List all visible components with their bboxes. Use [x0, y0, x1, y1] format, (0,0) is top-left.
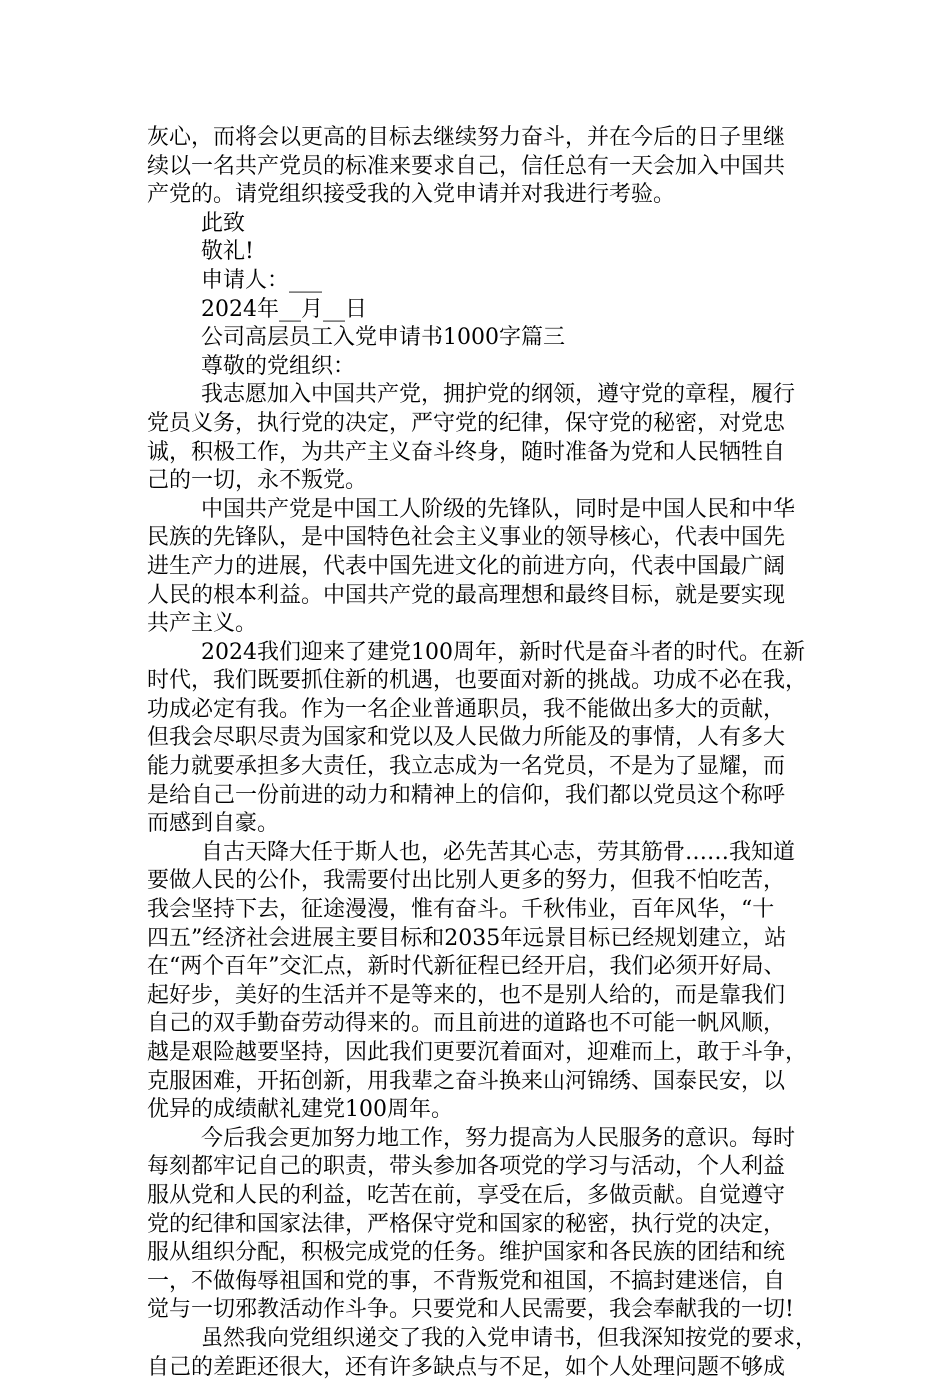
text-line: 四五”经济社会进展主要目标和2035年远景目标已经规划建立，站 [147, 925, 787, 951]
text-line: 进生产力的进展，代表中国先进文化的前进方向，代表中国最广阔 [147, 553, 786, 579]
text-line: 产党的。请党组织接受我的入党申请并对我进行考验。 [147, 182, 676, 208]
text-line: 觉与一切邪教活动作斗争。只要党和人民需要，我会奉献我的一切! [147, 1297, 794, 1323]
text-line: 今后我会更加努力地工作，努力提高为人民服务的意识。每时 [201, 1125, 796, 1151]
document-body [147, 124, 827, 1382]
text-line: 自己的差距还很大，还有许多缺点与不足，如个人处理问题不够成 [147, 1354, 786, 1380]
text-line: 民族的先锋队，是中国特色社会主义事业的领导核心，代表中国先 [147, 525, 786, 551]
text-line: 自己的双手勤奋劳动得来的。而且前进的道路也不可能一帆风顺， [147, 1011, 786, 1037]
text-line: 诚，积极工作，为共产主义奋斗终身，随时准备为党和人民牺牲自 [147, 439, 786, 465]
text-line: 己的一切，永不叛党。 [147, 468, 368, 494]
text-line: 而感到自豪。 [147, 811, 280, 837]
text-line: 一，不做侮辱祖国和党的事，不背叛党和祖国，不搞封建迷信，自 [147, 1268, 786, 1294]
text-line: 功成必定有我。作为一名企业普通职员，我不能做出多大的贡献， [147, 696, 786, 722]
text-line: 我志愿加入中国共产党，拥护党的纲领，遵守党的章程，履行 [201, 382, 796, 408]
text-line: 服从党和人民的利益，吃苦在前，享受在后，多做贡献。自觉遵守 [147, 1182, 786, 1208]
text-line: 2024我们迎来了建党100周年，新时代是奋斗者的时代。在新 [201, 639, 805, 665]
text-line: 尊敬的党组织： [201, 353, 356, 379]
text-line: 2024年__月__日 [201, 296, 367, 322]
text-line: 共产主义。 [147, 611, 258, 637]
text-line: 克服困难，开拓创新，用我辈之奋斗换来山河锦绣、国泰民安，以 [147, 1068, 786, 1094]
text-line: 优异的成绩献礼建党100周年。 [147, 1097, 453, 1123]
text-line: 但我会尽职尽责为国家和党以及人民做力所能及的事情，人有多大 [147, 725, 786, 751]
text-line: 自古天降大任于斯人也，必先苦其心志，劳其筋骨……我知道 [201, 839, 796, 865]
text-line: 起好步，美好的生活并不是等来的，也不是别人给的，而是靠我们 [147, 982, 786, 1008]
text-line: 时代，我们既要抓住新的机遇，也要面对新的挑战。功成不必在我， [147, 668, 808, 694]
text-line: 敬礼! [201, 239, 254, 265]
text-line: 中国共产党是中国工人阶级的先锋队，同时是中国人民和中华 [201, 496, 796, 522]
text-line: 党员义务，执行党的决定，严守党的纪律，保守党的秘密，对党忠 [147, 410, 786, 436]
text-line: 党的纪律和国家法律，严格保守党和国家的秘密，执行党的决定， [147, 1211, 786, 1237]
text-line: 服从组织分配，积极完成党的任务。维护国家和各民族的团结和统 [147, 1240, 786, 1266]
text-line: 灰心，而将会以更高的目标去继续努力奋斗，并在今后的日子里继 [147, 125, 786, 150]
text-line: 在“两个百年”交汇点，新时代新征程已经开启，我们必须开好局、 [147, 954, 786, 980]
text-line: 能力就要承担多大责任，我立志成为一名党员，不是为了显耀，而 [147, 754, 786, 780]
text-line: 公司高层员工入党申请书1000字篇三 [201, 325, 565, 351]
text-line: 虽然我向党组织递交了我的入党申请书，但我深知按党的要求， [201, 1325, 818, 1351]
text-line: 越是艰险越要坚持，因此我们更要沉着面对，迎难而上，敢于斗争， [147, 1040, 808, 1065]
text-line: 续以一名共产党员的标准来要求自己，信任总有一天会加入中国共 [147, 153, 786, 179]
text-line: 人民的根本利益。中国共产党的最高理想和最终目标，就是要实现 [147, 582, 786, 608]
text-line: 此致 [201, 210, 246, 236]
text-line: 我会坚持下去，征途漫漫，惟有奋斗。千秋伟业，百年风华，“十 [147, 897, 775, 923]
text-line: 每刻都牢记自己的职责，带头参加各项党的学习与活动，个人利益 [147, 1154, 786, 1180]
text-line: 申请人：___ [201, 267, 323, 293]
text-line: 要做人民的公仆，我需要付出比别人更多的努力，但我不怕吃苦， [147, 868, 786, 894]
text-line: 是给自己一份前进的动力和精神上的信仰，我们都以党员这个称呼 [147, 782, 786, 808]
